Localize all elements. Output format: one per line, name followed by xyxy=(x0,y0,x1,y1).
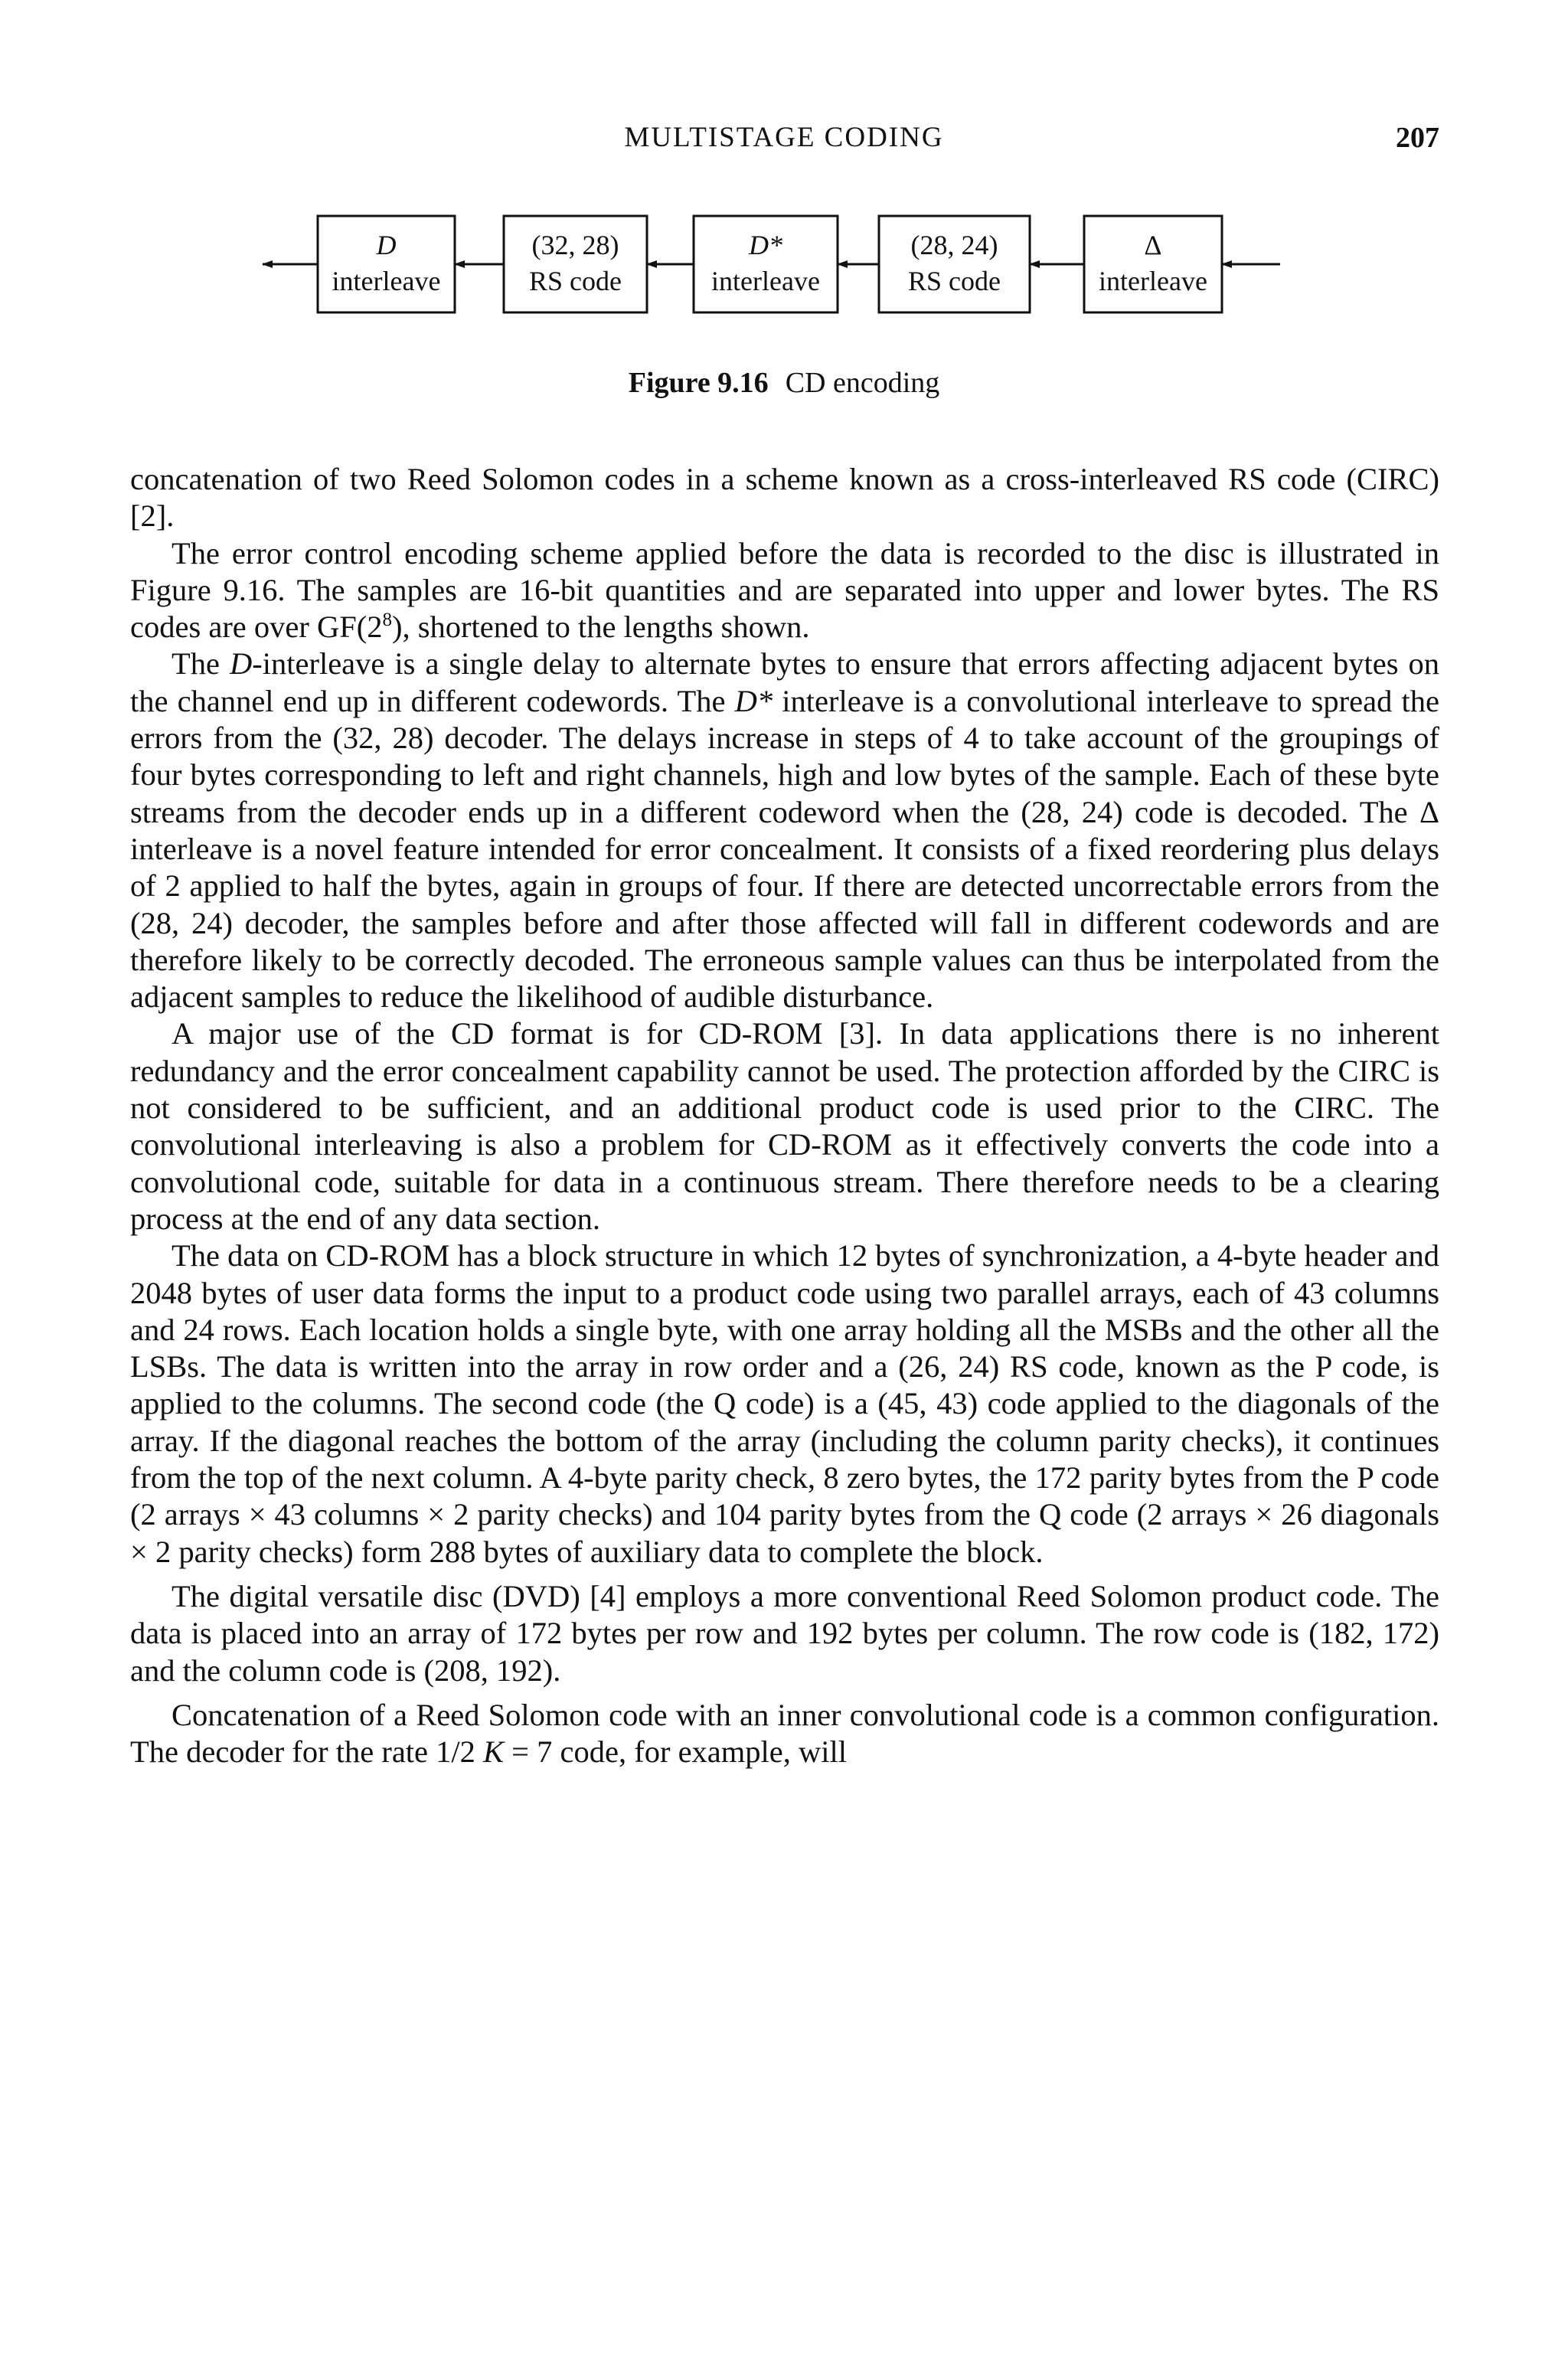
figure-number: Figure 9.16 xyxy=(628,367,769,399)
text-run: The xyxy=(172,646,230,682)
block-label-top: (32, 28) xyxy=(531,230,619,260)
block-diagram xyxy=(0,207,1568,322)
block-label-bottom: interleave xyxy=(1099,266,1207,296)
text-run: = 7 code, for example, will xyxy=(504,1734,847,1770)
page-header xyxy=(129,121,1439,167)
text-run: A major use of the CD format is for CD-ROM [3]. In data applications there is no inherent redundancy and the error concealment capability cannot be used. The protection afforded by the CIRC is not considered to be sufficient, and an additional product code is used prior to the CIRC. The convolutional interleaving is also a problem for CD-ROM as it effectively converts the code into a convolutional code, suitable for data in a continuous stream. There therefore needs to be a clearing process at the end of any data section. xyxy=(130,1016,1439,1236)
text-run: ), shortened to the lengths shown. xyxy=(392,610,810,645)
block-label-bottom: interleave xyxy=(711,266,820,296)
rs-28-24-block xyxy=(879,216,1030,312)
paragraph xyxy=(130,1015,1439,1237)
delta-interleave-block xyxy=(1084,216,1222,312)
cd-encoding-figure xyxy=(0,207,1568,322)
superscript: 8 xyxy=(382,610,392,631)
figure-caption-text: CD encoding xyxy=(785,367,940,399)
block-label-top: Δ xyxy=(1144,230,1162,260)
text-run: concatenation of two Reed Solomon codes in a scheme known as a cross-interleaved RS code (CIRC) [2]. xyxy=(130,462,1439,534)
paragraph xyxy=(130,646,1439,1015)
block-label-top: D* xyxy=(749,230,782,260)
text-run: The data on CD-ROM has a block structure in which 12 bytes of synchronization, a 4-byte header and 2048 bytes of user data forms the input to a product code using two parallel arrays, each of 43 columns and 24 rows. Each location holds a single byte, with one array holding all the MSBs and the other all the LSBs. The data is written into the array in row order and a (26, 24) RS code, known as the P code, is applied to the columns. The second code (the Q code) is a (45, 43) code applied to the diagonals of the array. If the diagonal reaches the bottom of the array (including the column parity checks), it continues from the top of the next column. A 4-byte parity check, 8 zero bytes, the 172 parity bytes from the P code (2 arrays × 43 columns × 2 parity checks) and 104 parity bytes from the Q code (2 arrays × 26 diagonals × 2 parity checks) form 288 bytes of auxiliary data to complete the block. xyxy=(130,1238,1439,1569)
d-interleave-block xyxy=(318,216,455,312)
text-run: -interleave is a single delay to alternate bytes to ensure that errors affecting adjacent bytes on the channel end up in different codewords. The xyxy=(130,646,1440,718)
rs-32-28-block xyxy=(504,216,647,312)
paragraph xyxy=(130,535,1439,646)
block-label-bottom: RS code xyxy=(529,266,622,296)
italic-symbol: D xyxy=(230,646,253,682)
paragraph xyxy=(130,1697,1439,1771)
figure-caption xyxy=(0,366,1568,400)
text-run: The error control encoding scheme applied before the data is recorded to the disc is illustrated in Figure 9.16. The samples are 16-bit quantities and are separated into upper and lower bytes. The RS codes are over GF(2 xyxy=(130,535,1439,645)
text-run: Concatenation of a Reed Solomon code with an inner convolutional code is a common configuration. The decoder for the rate 1/2 xyxy=(130,1697,1439,1770)
text-run: The digital versatile disc (DVD) [4] employs a more conventional Reed Solomon product code. The data is placed into an array of 172 bytes per row and 192 bytes per column. The row code is (182, 172) and the column code is (208, 192). xyxy=(130,1578,1439,1688)
block-label-bottom: RS code xyxy=(908,266,1001,296)
block-label-bottom: interleave xyxy=(332,266,441,296)
paragraph xyxy=(130,461,1439,535)
block-label-top: D xyxy=(376,230,397,260)
block-label-top: (28, 24) xyxy=(910,230,998,260)
running-title: MULTISTAGE CODING xyxy=(624,122,944,153)
italic-symbol: K xyxy=(483,1734,505,1770)
page-number: 207 xyxy=(1396,122,1439,154)
body-text xyxy=(130,461,1439,1770)
d-star-interleave-block xyxy=(694,216,838,312)
text-run: interleave is a convolutional interleave to spread the errors from the (32, 28) decoder. The delays increase in steps of 4 to take account of the groupings of four bytes corresponding to left and right channels, high and low bytes of the sample. Each of these byte streams from the decoder ends up in a different codeword when the (28, 24) code is decoded. The Δ interleave is a novel feature intended for error concealment. It consists of a fixed reordering plus delays of 2 applied to half the bytes, again in groups of four. If there are detected uncorrectable errors from the (28, 24) decoder, the samples before and after those affected will fall in different codewords and are therefore likely to be correctly decoded. The erroneous sample values can thus be interpolated from the adjacent samples to reduce the likelihood of audible disturbance. xyxy=(130,683,1439,1015)
italic-symbol: D* xyxy=(734,683,773,718)
paragraph xyxy=(130,1237,1439,1571)
paragraph xyxy=(130,1578,1439,1689)
